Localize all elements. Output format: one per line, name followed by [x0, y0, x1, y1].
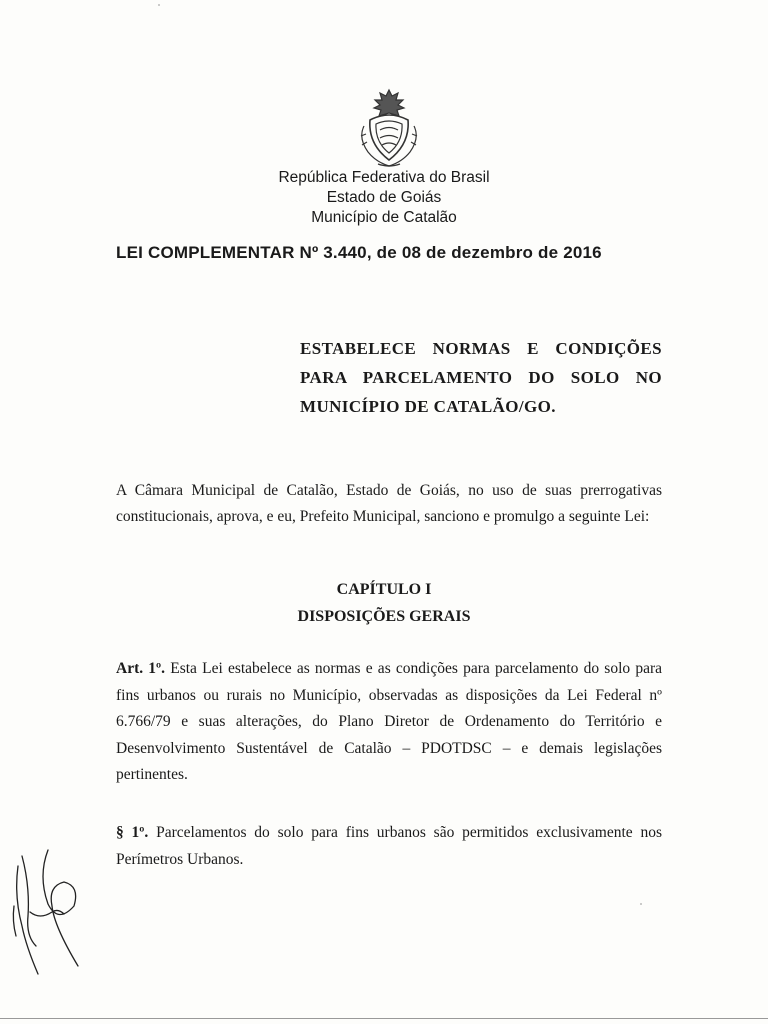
paragraph-1-text: Parcelamentos do solo para fins urbanos são permitidos exclusivamente nos Perímetros Urbanos. — [116, 824, 662, 868]
scan-speck — [158, 4, 160, 6]
article-1-label: Art. 1º. — [116, 660, 166, 677]
article-1 — [116, 656, 662, 789]
header-state: Estado de Goiás — [326, 189, 442, 206]
scan-edge — [0, 1018, 768, 1019]
header-municipality: Município de Catalão — [311, 209, 457, 226]
summary-line-1: ESTABELECE NORMAS E CONDIÇÕES — [300, 339, 662, 358]
coat-of-arms-icon — [352, 86, 426, 170]
issuer-header — [0, 168, 768, 228]
paragraph-1 — [116, 820, 662, 873]
scan-speck — [640, 903, 642, 905]
header-country: República Federativa do Brasil — [278, 169, 490, 186]
summary-line-2: PARA PARCELAMENTO DO SOLO NO — [300, 368, 662, 387]
article-1-text: Esta Lei estabelece as normas e as condições para parcelamento do solo para fins urbanos ou rurais no Município, observadas as disposições da Lei Federal nº 6.766/79 e suas alterações, do Plano Diretor de Ordenamento do Território e Desenvolvimento Sustentável de Catalão – PDOTDSC – e demais legislações pertinentes. — [116, 660, 662, 783]
signature-mark — [8, 846, 88, 976]
chapter-title: DISPOSIÇÕES GERAIS — [297, 608, 471, 625]
law-summary — [300, 334, 662, 421]
summary-line-3: MUNICÍPIO DE CATALÃO/GO. — [300, 397, 556, 416]
law-title: LEI COMPLEMENTAR Nº 3.440, de 08 de dezembro de 2016 — [116, 243, 602, 262]
preamble: A Câmara Municipal de Catalão, Estado de Goiás, no uso de suas prerrogativas constitucionais, aprova, e eu, Prefeito Municipal, sanciono e promulgo a seguinte Lei: — [116, 482, 662, 525]
chapter-number: CAPÍTULO I — [336, 581, 432, 598]
paragraph-1-label: § 1º. — [116, 824, 149, 841]
